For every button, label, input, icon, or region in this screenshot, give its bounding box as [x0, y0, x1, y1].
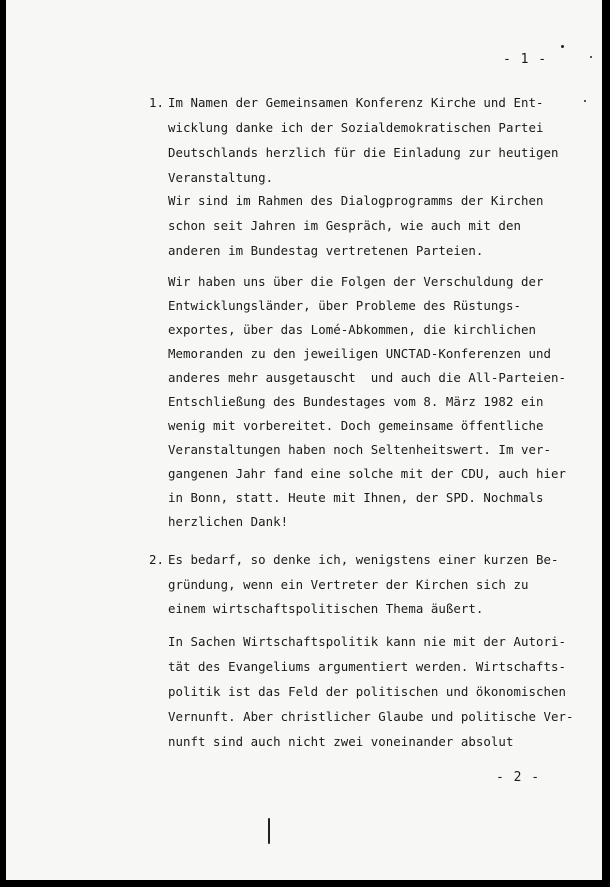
text-line: schon seit Jahren im Gespräch, wie auch mit den	[168, 218, 521, 233]
text-line: gründung, wenn ein Vertreter der Kirchen sich zu	[168, 577, 529, 592]
scan-mark	[268, 818, 270, 844]
text-line: politik ist das Feld der politischen und ökonomischen	[168, 684, 567, 699]
text-line: in Bonn, statt. Heute mit Ihnen, der SPD. Nochmals	[168, 490, 544, 505]
text-line: anderes mehr ausgetauscht und auch die All-Parteien-	[168, 370, 567, 385]
text-line: In Sachen Wirtschaftspolitik kann nie mit der Autori-	[168, 634, 567, 649]
scan-speck	[584, 100, 586, 102]
text-line: Veranstaltungen haben noch Seltenheitswert. Im ver-	[168, 442, 551, 457]
scan-speck	[561, 45, 564, 48]
text-line: Deutschlands herzlich für die Einladung zur heutigen	[168, 145, 559, 160]
scan-border	[603, 0, 610, 887]
text-line: Vernunft. Aber christlicher Glaube und politische Ver-	[168, 709, 574, 724]
scan-speck	[590, 56, 592, 58]
text-line: Memoranden zu den jeweiligen UNCTAD-Konferenzen und	[168, 346, 551, 361]
text-line: wenig mit vorbereitet. Doch gemeinsame öffentliche	[168, 418, 544, 433]
text-line: anderen im Bundestag vertretenen Parteien.	[168, 243, 484, 258]
document-page	[6, 0, 602, 880]
text-line: Wir sind im Rahmen des Dialogprogramms der Kirchen	[168, 193, 544, 208]
page-number-top: - 1 -	[503, 52, 548, 67]
text-line: Veranstaltung.	[168, 170, 274, 185]
text-line: einem wirtschaftspolitischen Thema äußert.	[168, 601, 484, 616]
page-number-bottom: - 2 -	[496, 770, 541, 785]
text-line: Im Namen der Gemeinsamen Konferenz Kirche und Ent-	[168, 95, 544, 110]
text-line: gangenen Jahr fand eine solche mit der CDU, auch hier	[168, 466, 567, 481]
text-line: nunft sind auch nicht zwei voneinander absolut	[168, 734, 514, 749]
text-line: exportes, über das Lomé-Abkommen, die kirchlichen	[168, 322, 536, 337]
section-number: 2.	[149, 552, 164, 567]
text-line: herzlichen Dank!	[168, 514, 289, 529]
text-line: tät des Evangeliums argumentiert werden. Wirtschafts-	[168, 659, 567, 674]
text-line: Wir haben uns über die Folgen der Verschuldung der	[168, 274, 544, 289]
text-line: Entschließung des Bundestages vom 8. März 1982 ein	[168, 394, 544, 409]
text-line: Entwicklungsländer, über Probleme des Rüstungs-	[168, 298, 521, 313]
text-line: wicklung danke ich der Sozialdemokratischen Partei	[168, 120, 544, 135]
text-line: Es bedarf, so denke ich, wenigstens einer kurzen Be-	[168, 552, 559, 567]
section-number: 1.	[149, 95, 164, 110]
